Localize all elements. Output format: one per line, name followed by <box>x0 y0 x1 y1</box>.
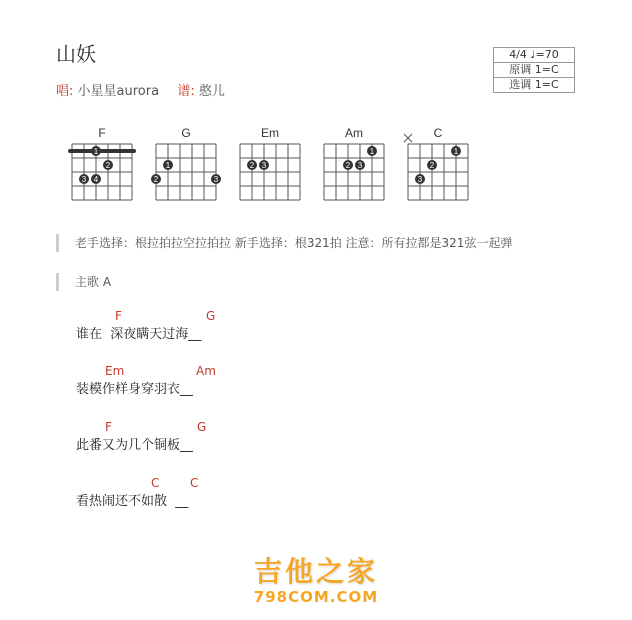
chord-diagrams <box>0 120 632 210</box>
lyric-chord: G <box>197 420 207 434</box>
song-meta <box>56 80 225 99</box>
finger-number: 2 <box>153 175 159 184</box>
lyric-chord: G <box>206 309 216 323</box>
chord-diagram <box>404 126 468 200</box>
watermark-name: 吉他之家 <box>253 555 378 588</box>
finger-number: 3 <box>261 161 267 170</box>
lyric-chord: Em <box>105 364 125 378</box>
chord-name: Am <box>345 126 363 140</box>
section-label: 主歌 A <box>56 273 111 291</box>
lyric-line <box>76 420 376 460</box>
finger-number: 3 <box>81 175 87 184</box>
selected-key: 选调 1=C <box>494 77 574 92</box>
lyric-text: 装模作样身穿羽衣__ <box>76 382 194 397</box>
lyric-line <box>76 364 376 404</box>
chord-name: C <box>433 126 443 140</box>
chord-diagram <box>240 126 300 200</box>
lyric-line <box>76 476 376 516</box>
lyric-chord: C <box>151 476 160 490</box>
finger-number: 1 <box>453 147 459 156</box>
finger-number: 4 <box>93 175 99 184</box>
lyric-chord: F <box>105 420 112 434</box>
lyric-chord: C <box>190 476 199 490</box>
lyric-chord: Am <box>196 364 216 378</box>
chord-name: F <box>98 126 106 140</box>
finger-number: 1 <box>369 147 375 156</box>
finger-number: 1 <box>165 161 171 170</box>
arranger-name: 憨儿 <box>198 84 225 99</box>
finger-number: 3 <box>417 175 423 184</box>
chord-name: Em <box>261 126 279 140</box>
finger-number: 3 <box>213 175 219 184</box>
key-info-box <box>493 47 575 93</box>
singer-label: 唱: <box>56 84 74 99</box>
original-key: 原调 1=C <box>494 62 574 77</box>
lyric-line <box>76 309 376 349</box>
chord-name: G <box>181 126 191 140</box>
lyric-text: 谁在 深夜瞒天过海__ <box>76 327 202 342</box>
finger-number: 3 <box>357 161 363 170</box>
finger-number: 1 <box>93 147 99 156</box>
watermark-site: 798COM.COM <box>253 588 379 606</box>
lyric-text: 此番又为几个铜板__ <box>76 438 194 453</box>
playing-note: 老手选择：根拉拍拉空拉拍拉 新手选择：根321拍 注意：所有拉都是321弦一起弹 <box>56 234 512 252</box>
chord-diagram <box>324 126 384 200</box>
tempo-info: 4/4 ♩=70 <box>509 48 559 61</box>
chord-diagram <box>151 126 221 200</box>
arranger-label: 谱: <box>177 84 195 99</box>
site-watermark <box>0 550 632 606</box>
song-title: 山妖 <box>56 42 96 66</box>
singer-name: 小星星aurora <box>77 84 160 99</box>
finger-number: 2 <box>105 161 111 170</box>
finger-number: 2 <box>429 161 435 170</box>
chord-diagram <box>70 126 134 200</box>
lyric-chord: F <box>115 309 122 323</box>
finger-number: 2 <box>345 161 351 170</box>
finger-number: 2 <box>249 161 255 170</box>
lyric-text: 看热闹还不如散 __ <box>76 494 189 509</box>
